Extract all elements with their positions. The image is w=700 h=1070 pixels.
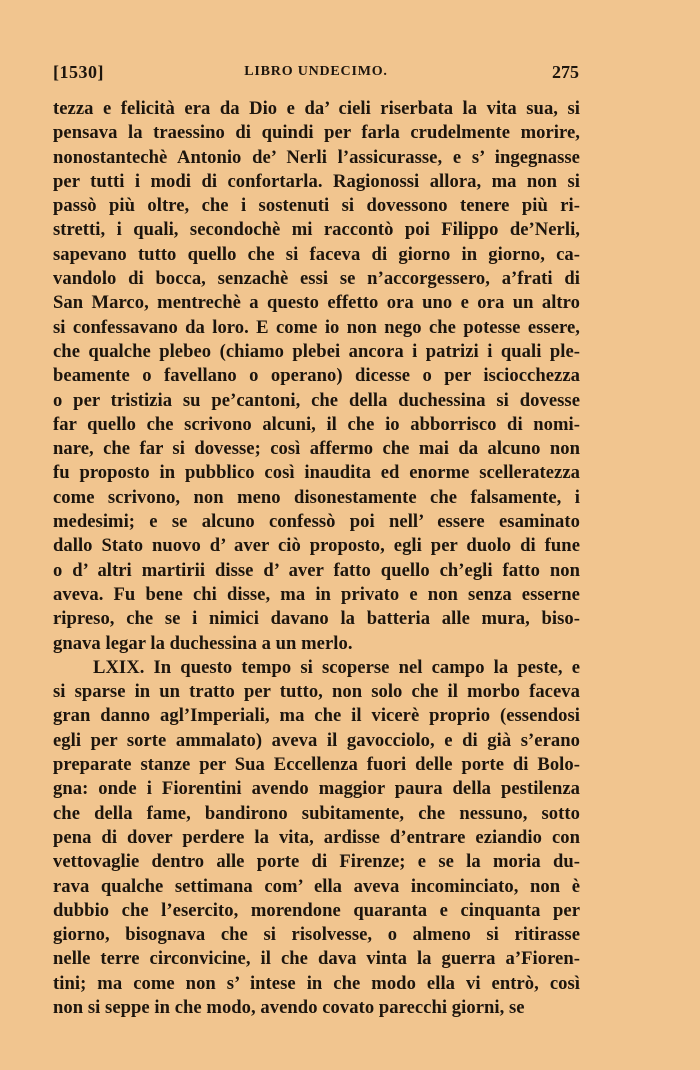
- text-line: preparate stanze per Sua Eccellenza fuori delle porte di Bolo-: [53, 754, 580, 776]
- text-line: gna: onde i Fiorentini avendo maggior paura della pestilenza: [53, 778, 580, 800]
- text-line: egli per sorte ammalato) aveva il gavocciolo, e di già s’erano: [53, 729, 580, 751]
- text-line: giorno, bisognava che si risolvesse, o almeno si ritirasse: [53, 924, 580, 946]
- text-line: non si seppe in che modo, avendo covato parecchi giorni, se: [53, 996, 525, 1018]
- text-line: nare, che far si dovesse; così affermo che mai da alcuno non: [53, 438, 580, 460]
- text-line: vettovaglie dentro alle porte di Firenze; e se la moria du-: [53, 851, 580, 873]
- text-line: far quello che scrivono alcuni, il che io abborrisco di nomi-: [53, 413, 580, 435]
- text-line: beamente o favellano o operano) dicesse o per isciocchezza: [53, 365, 580, 387]
- text-line: nonostantechè Antonio de’ Nerli l’assicurasse, e s’ ingegnasse: [53, 146, 580, 168]
- text-line: che qualche plebeo (chiamo plebei ancora i patrizi i quali ple-: [53, 340, 580, 362]
- text-line: passò più oltre, che i sostenuti si dovessono tenere più ri-: [53, 195, 580, 217]
- header-year: [1530]: [53, 62, 104, 82]
- text-line: come scrivono, non meno disonestamente che falsamente, i: [53, 486, 580, 508]
- text-line: dubbio che l’esercito, morendone quaranta e cinquanta per: [53, 899, 580, 921]
- body-text: [53, 97, 580, 1020]
- text-line: dallo Stato nuovo d’ aver ciò proposto, egli per duolo di fune: [53, 535, 580, 557]
- text-line: gnava legar la duchessina a un merlo.: [53, 632, 353, 654]
- text-line: o per tristizia su pe’cantoni, che della duchessina si dovesse: [53, 389, 580, 411]
- text-line: nelle terre circonvicine, il che dava vinta la guerra a’Fioren-: [53, 948, 580, 970]
- text-line: pena di dover perdere la vita, ardisse d’entrare eziandio con: [53, 826, 580, 848]
- text-line: San Marco, mentrechè a questo effetto ora uno e ora un altro: [53, 292, 580, 314]
- page-header: [53, 62, 579, 86]
- text-line: pensava la traessino di quindi per farla crudelmente morire,: [53, 122, 580, 144]
- text-line: ripreso, che se i nimici davano la batteria alle mura, biso-: [53, 608, 580, 630]
- text-line: aveva. Fu bene chi disse, ma in privato e non senza esserne: [53, 583, 580, 605]
- text-line: vandolo di bocca, senzachè essi se n’accorgessero, a’frati di: [53, 268, 580, 290]
- text-line: che della fame, bandirono subitamente, che nessuno, sotto: [53, 802, 580, 824]
- header-page-number: 275: [552, 62, 579, 82]
- text-line: LXIX. In questo tempo si scoperse nel campo la peste, e: [93, 656, 580, 678]
- text-line: stretti, i quali, secondochè mi raccontò poi Filippo de’Nerli,: [53, 219, 580, 241]
- text-line: tini; ma come non s’ intese in che modo ella vi entrò, così: [53, 972, 580, 994]
- text-line: sapevano tutto quello che si faceva di giorno in giorno, ca-: [53, 243, 580, 265]
- header-book-title: LIBRO UNDECIMO.: [244, 64, 388, 79]
- text-line: per tutti i modi di confortarla. Ragionossi allora, ma non si: [53, 170, 580, 192]
- text-line: tezza e felicità era da Dio e da’ cieli riserbata la vita sua, si: [53, 98, 580, 119]
- text-line: o d’ altri martirii disse d’ aver fatto quello ch’egli fatto non: [53, 559, 580, 581]
- text-line: si sparse in un tratto per tutto, non solo che il morbo faceva: [53, 681, 580, 703]
- text-line: medesimi; e se alcuno confessò poi nell’ essere esaminato: [53, 511, 580, 533]
- text-line: fu proposto in pubblico così inaudita ed enorme scelleratezza: [53, 462, 580, 484]
- text-line: gran danno agl’Imperiali, ma che il vicerè proprio (essendosi: [53, 705, 580, 727]
- text-line: rava qualche settimana com’ ella aveva incominciato, non è: [53, 875, 580, 897]
- text-line: si confessavano da loro. E come io non nego che potesse essere,: [53, 316, 580, 338]
